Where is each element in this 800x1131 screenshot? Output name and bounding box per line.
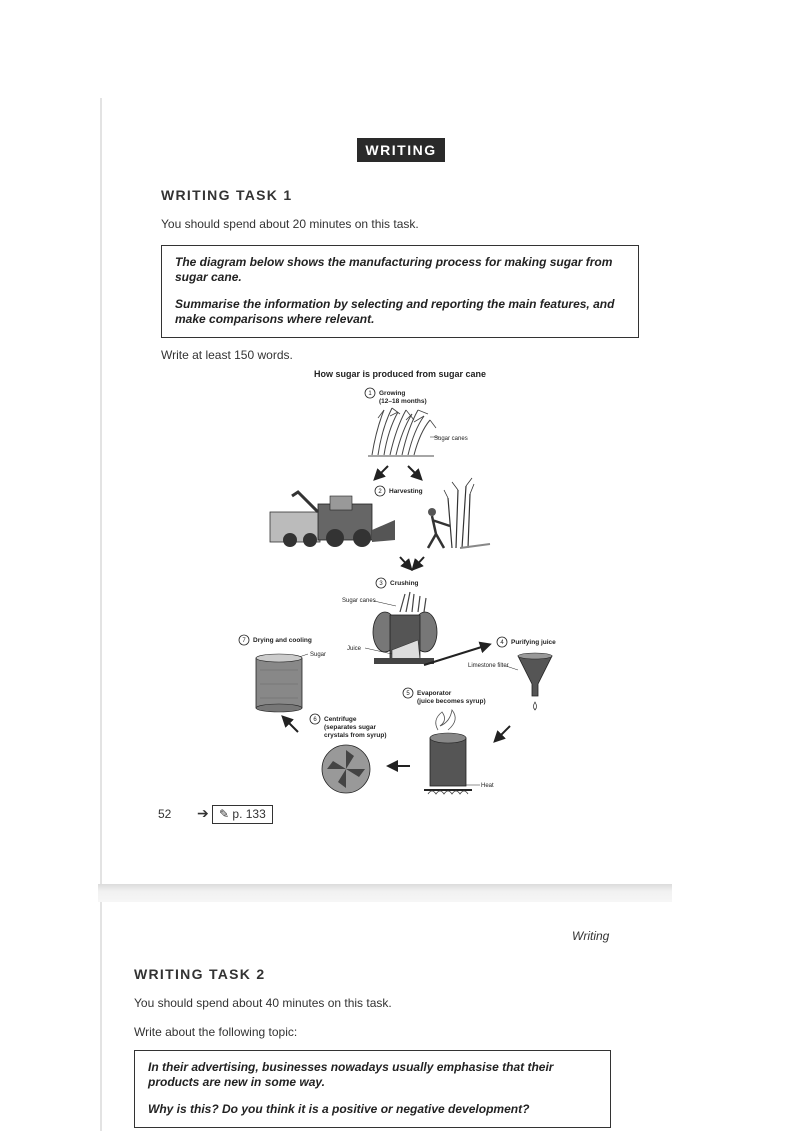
drum-illustration [256, 654, 302, 712]
worker-illustration [428, 478, 490, 548]
task2-heading: WRITING TASK 2 [134, 966, 266, 982]
arrow-1-2a [376, 466, 388, 478]
step-3-crushing [376, 578, 419, 588]
step-5-sub: (juice becomes syrup) [417, 698, 486, 705]
task2-prompt-line1: In their advertising, businesses nowadays usually emphasise that their products are new in some way. [148, 1060, 554, 1089]
sugar-canes-label-2: Sugar canes [342, 598, 376, 604]
step-6-label: Centrifuge [324, 716, 357, 723]
task2-prompt-box [134, 1050, 611, 1128]
page-reference: ✎ p. 133 [212, 805, 273, 824]
sugar-canes-illustration [368, 408, 436, 456]
step-5-label: Evaporator [417, 690, 452, 697]
step-2-label: Harvesting [389, 488, 423, 495]
reference-arrow-icon: ➔ [197, 805, 209, 821]
arrow-4-5 [496, 726, 510, 740]
task2-topic-intro: Write about the following topic: [134, 1025, 298, 1039]
step-6-sub2: crystals from syrup) [324, 732, 387, 739]
step-6-sub: (separates sugar [324, 724, 377, 731]
heat-label: Heat [481, 783, 494, 789]
task1-prompt-line2: Summarise the information by selecting and reporting the main features, and make comparisons where relevant. [175, 297, 615, 326]
arrow-2-3b [414, 557, 424, 568]
harvester-illustration [270, 492, 395, 547]
step-3-number: 3 [379, 581, 383, 587]
step-1-number: 1 [368, 391, 372, 397]
step-2-harvesting [375, 486, 423, 496]
task1-word-count: Write at least 150 words. [161, 348, 293, 362]
arrow-2-3a [400, 557, 410, 568]
arrow-6-7 [284, 718, 298, 732]
step-7-label: Drying and cooling [253, 637, 312, 644]
step-2-number: 2 [378, 489, 382, 495]
step-4-purifying [497, 637, 556, 647]
step-1-sub: (12–18 months) [379, 398, 427, 405]
step-7-number: 7 [242, 638, 246, 644]
sugar-canes-label-1: Sugar canes [434, 436, 468, 442]
task2-prompt-line2: Why is this? Do you think it is a positive or negative development? [148, 1102, 530, 1116]
task1-time-instruction: You should spend about 20 minutes on this task. [161, 217, 419, 231]
arrow-1-2b [408, 466, 420, 478]
task1-prompt-line1: The diagram below shows the manufacturing process for making sugar from sugar cane. [175, 255, 613, 284]
page-number: 52 [158, 807, 172, 821]
limestone-label: Limestone filter [468, 663, 509, 669]
evaporator-illustration [424, 710, 472, 794]
step-4-label: Purifying juice [511, 639, 556, 646]
task1-heading: WRITING TASK 1 [161, 187, 293, 203]
diagram-title: How sugar is produced from sugar cane [313, 369, 487, 379]
sugar-label: Sugar [310, 652, 327, 658]
step-6-centrifuge [310, 714, 387, 739]
funnel-illustration [518, 653, 552, 710]
step-6-number: 6 [313, 717, 317, 723]
step-7-drying [239, 635, 312, 645]
juice-label: Juice [347, 646, 362, 652]
step-4-number: 4 [500, 640, 504, 646]
section-banner: WRITING [357, 138, 445, 162]
step-1-label: Growing [379, 390, 406, 397]
running-head: Writing [572, 929, 610, 943]
step-5-evaporator [403, 688, 486, 705]
step-3-label: Crushing [390, 580, 419, 587]
step-5-number: 5 [406, 691, 410, 697]
arrow-3-4 [424, 645, 488, 665]
step-1-growing [365, 388, 427, 405]
task2-time-instruction: You should spend about 40 minutes on this task. [134, 996, 392, 1010]
centrifuge-illustration [322, 745, 370, 793]
